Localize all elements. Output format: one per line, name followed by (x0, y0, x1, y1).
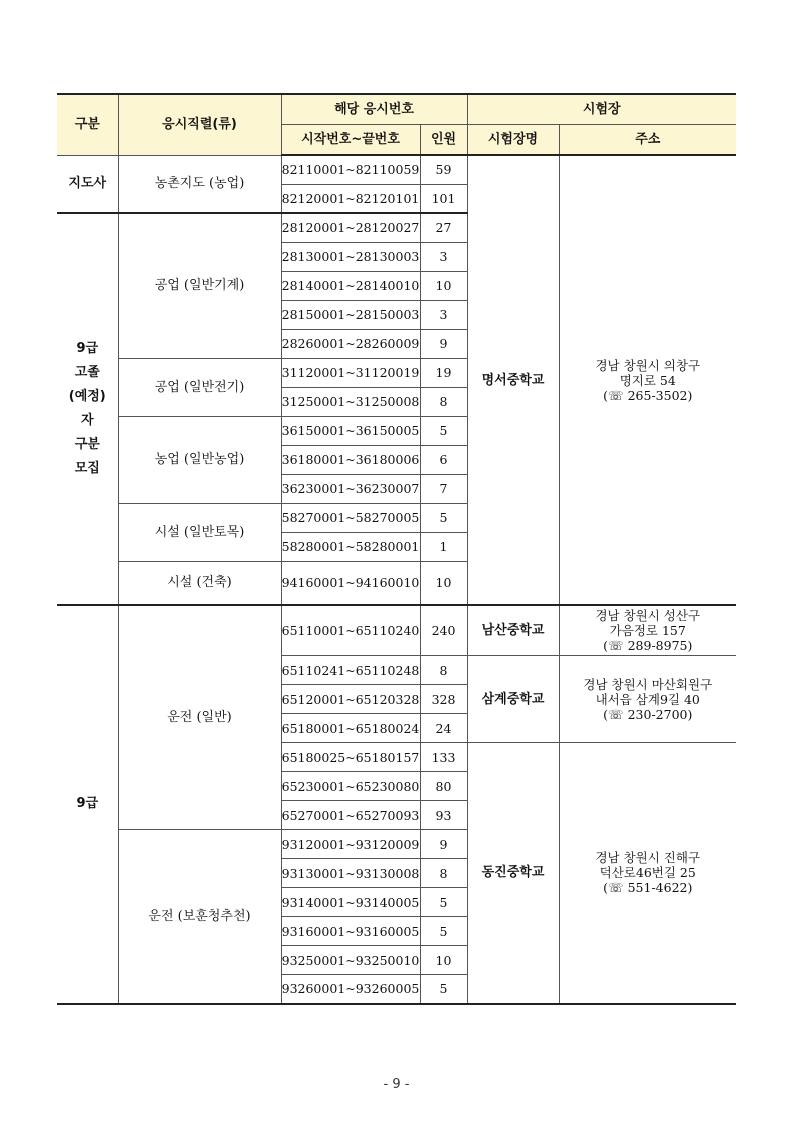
venue-name-cell: 남산중학교 (467, 605, 559, 656)
number-range-cell: 94160001~94160010 (281, 561, 420, 605)
address-line: 경남 창원시 성산구 (595, 608, 701, 623)
headcount-cell: 5 (420, 917, 467, 946)
header-address: 주소 (559, 125, 736, 156)
position-cell: 운전 (보훈청추천) (118, 830, 281, 1004)
position-cell: 시설 (일반토목) (118, 503, 281, 561)
number-range-cell: 93260001~93260005 (281, 975, 420, 1004)
address-line: 명지로 54 (619, 372, 676, 388)
headcount-cell: 5 (420, 503, 467, 532)
headcount-cell: 27 (420, 213, 467, 242)
address-line: 가음정로 157 (609, 623, 686, 638)
number-range-cell: 65180001~65180024 (281, 714, 420, 743)
number-range-cell: 58270001~58270005 (281, 503, 420, 532)
headcount-cell: 5 (420, 975, 467, 1004)
header-venue-name: 시험장명 (467, 125, 559, 156)
number-range-cell: 36230001~36230007 (281, 474, 420, 503)
number-range-cell: 31120001~31120019 (281, 358, 420, 387)
position-cell: 공업 (일반전기) (118, 358, 281, 416)
headcount-cell: 80 (420, 772, 467, 801)
category-cell-9th-grade: 9급 (57, 605, 118, 1004)
headcount-cell: 19 (420, 358, 467, 387)
header-headcount: 인원 (420, 125, 467, 156)
venue-address-cell (559, 605, 736, 656)
headcount-cell: 9 (420, 830, 467, 859)
exam-venue-table (57, 93, 736, 1005)
headcount-cell: 1 (420, 532, 467, 561)
headcount-cell: 3 (420, 242, 467, 271)
number-range-cell: 65270001~65270093 (281, 801, 420, 830)
headcount-cell: 8 (420, 656, 467, 685)
headcount-cell: 6 (420, 445, 467, 474)
header-venue: 시험장 (467, 94, 736, 125)
address-phone: (☏ 230-2700) (603, 706, 693, 722)
number-range-cell: 82120001~82120101 (281, 184, 420, 213)
position-cell: 시설 (건축) (118, 561, 281, 605)
venue-name-cell: 명서중학교 (467, 155, 559, 605)
headcount-cell: 5 (420, 416, 467, 445)
headcount-cell: 9 (420, 329, 467, 358)
headcount-cell: 133 (420, 743, 467, 772)
address-line: 경남 창원시 마산회원구 (583, 676, 713, 692)
headcount-cell: 10 (420, 561, 467, 605)
number-range-cell: 28140001~28140010 (281, 271, 420, 300)
position-cell: 농업 (일반농업) (118, 416, 281, 503)
position-cell: 농촌지도 (농업) (118, 155, 281, 213)
number-range-cell: 28130001~28130003 (281, 242, 420, 271)
table-row (57, 155, 736, 184)
number-range-cell: 65230001~65230080 (281, 772, 420, 801)
address-line: 덕산로46번길 25 (599, 865, 696, 881)
table-row (57, 605, 736, 656)
venue-address-cell (559, 155, 736, 605)
number-range-cell: 31250001~31250008 (281, 387, 420, 416)
header-number-range: 시작번호~끝번호 (281, 125, 420, 156)
address-phone: (☏ 289-8975) (603, 638, 693, 653)
headcount-cell: 101 (420, 184, 467, 213)
number-range-cell: 82110001~82110059 (281, 155, 420, 184)
headcount-cell: 5 (420, 888, 467, 917)
number-range-cell: 28150001~28150003 (281, 300, 420, 329)
header-position: 응시직렬(류) (118, 94, 281, 155)
header-category: 구분 (57, 94, 118, 155)
category-cell-instructor: 지도사 (57, 155, 118, 213)
number-range-cell: 58280001~58280001 (281, 532, 420, 561)
headcount-cell: 93 (420, 801, 467, 830)
number-range-cell: 36180001~36180006 (281, 445, 420, 474)
address-line: 내서읍 삼계9길 40 (595, 691, 700, 707)
number-range-cell: 28120001~28120027 (281, 213, 420, 242)
venue-name-cell: 동진중학교 (467, 743, 559, 1004)
headcount-cell: 240 (420, 605, 467, 656)
number-range-cell: 93140001~93140005 (281, 888, 420, 917)
number-range-cell: 36150001~36150005 (281, 416, 420, 445)
venue-name-cell: 삼계중학교 (467, 656, 559, 743)
header-exam-numbers: 해당 응시번호 (281, 94, 467, 125)
number-range-cell: 93250001~93250010 (281, 946, 420, 975)
headcount-cell: 10 (420, 271, 467, 300)
number-range-cell: 93130001~93130008 (281, 859, 420, 888)
number-range-cell: 65180025~65180157 (281, 743, 420, 772)
number-range-cell: 65110001~65110240 (281, 605, 420, 656)
headcount-cell: 10 (420, 946, 467, 975)
headcount-cell: 8 (420, 387, 467, 416)
number-range-cell: 65120001~65120328 (281, 685, 420, 714)
number-range-cell: 93120001~93120009 (281, 830, 420, 859)
venue-address-cell (559, 743, 736, 1004)
address-phone: (☏ 551-4622) (603, 880, 693, 896)
number-range-cell: 93160001~93160005 (281, 917, 420, 946)
number-range-cell: 28260001~28260009 (281, 329, 420, 358)
headcount-cell: 8 (420, 859, 467, 888)
headcount-cell: 24 (420, 714, 467, 743)
address-line: 경남 창원시 의창구 (595, 357, 701, 373)
headcount-cell: 328 (420, 685, 467, 714)
position-cell: 공업 (일반기계) (118, 213, 281, 358)
category-cell-9th-grade-hs: 9급 고졸 (예정) 자 구분 모집 (57, 213, 118, 605)
venue-address-cell (559, 656, 736, 743)
headcount-cell: 7 (420, 474, 467, 503)
headcount-cell: 3 (420, 300, 467, 329)
number-range-cell: 65110241~65110248 (281, 656, 420, 685)
position-cell: 운전 (일반) (118, 605, 281, 830)
address-line: 경남 창원시 진해구 (595, 850, 701, 866)
headcount-cell: 59 (420, 155, 467, 184)
page-number: - 9 - (383, 1077, 410, 1092)
address-phone: (☏ 265-3502) (603, 387, 693, 403)
